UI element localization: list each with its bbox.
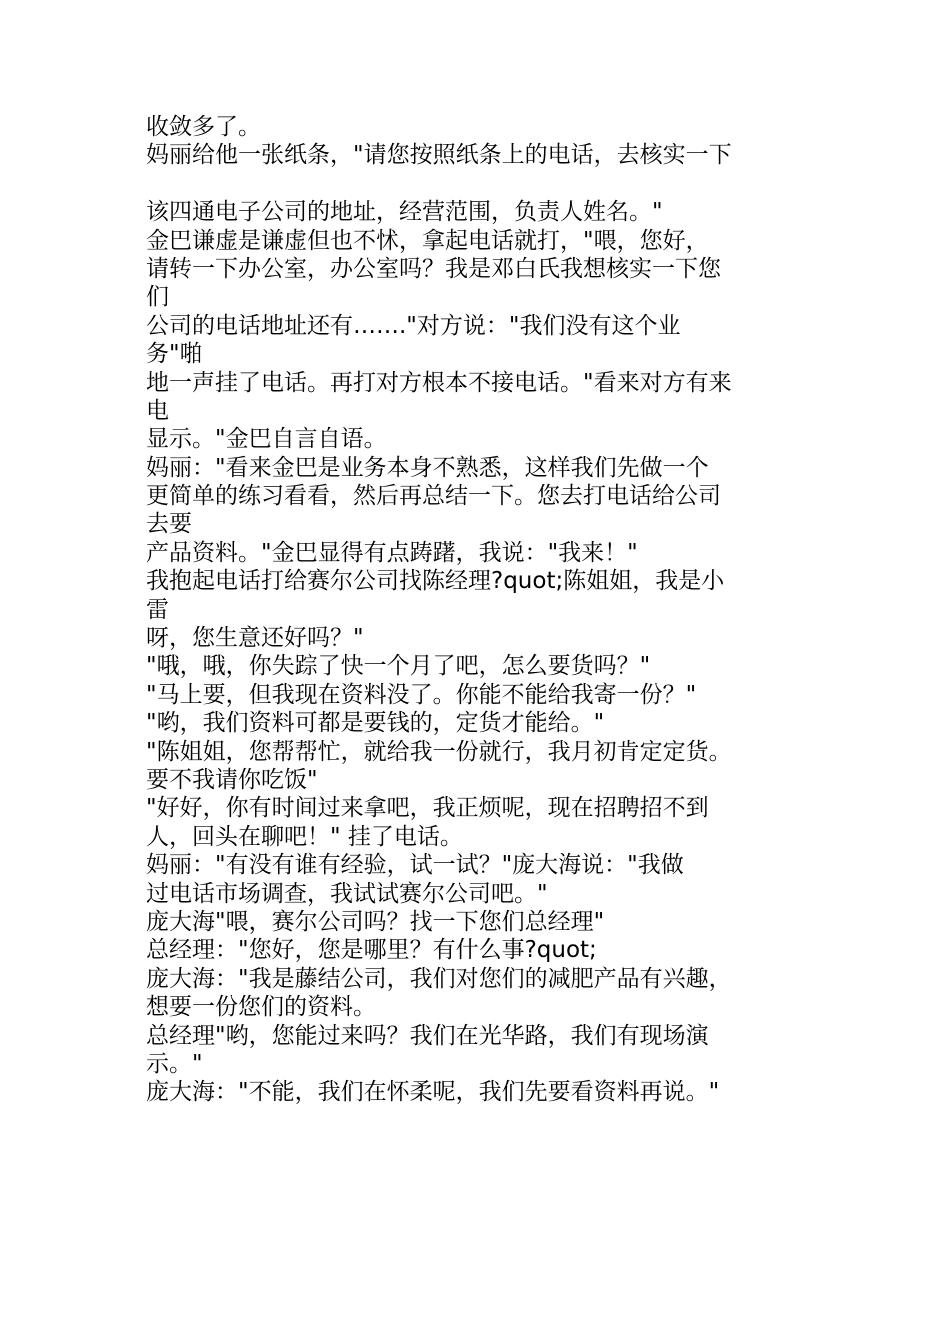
text-line: 呀，您生意还好吗？" <box>146 625 364 652</box>
text-line: 妈丽："有没有谁有经验，试一试？"庞大海说："我做 <box>146 852 684 879</box>
text-line: 务"啪 <box>146 341 203 368</box>
text-line: 我抱起电话打给赛尔公司找陈经理?quot;陈姐姐，我是小 <box>146 568 725 595</box>
text-line: 显示。"金巴自言自语。 <box>146 426 387 453</box>
text-line: "好好，你有时间过来拿吧，我正烦呢，现在招聘招不到 <box>146 795 709 822</box>
text-line: 去要 <box>146 511 192 538</box>
text-line: 庞大海"喂，赛尔公司吗？找一下您们总经理" <box>146 908 605 935</box>
text-line: 更简单的练习看看，然后再总结一下。您去打电话给公司 <box>146 483 721 510</box>
text-line: 请转一下办公室，办公室吗？我是邓白氏我想核实一下您 <box>146 255 721 282</box>
text-line: "马上要，但我现在资料没了。你能不能给我寄一份？" <box>146 681 697 708</box>
text-line: 要不我请你吃饭" <box>146 766 318 793</box>
text-line: 示。" <box>146 1050 203 1077</box>
text-line: "哦，哦，你失踪了快一个月了吧，怎么要货吗？" <box>146 653 651 680</box>
text-line: 公司的电话地址还有……."对方说："我们没有这个业 <box>146 312 681 339</box>
text-line-blank <box>146 170 816 198</box>
text-line: 该四通电子公司的地址，经营范围，负责人姓名。" <box>146 199 663 226</box>
text-line: 电 <box>146 397 169 424</box>
text-line: 人，回头在聊吧！" 挂了电话。 <box>146 823 463 850</box>
text-line: 妈丽给他一张纸条，"请您按照纸条上的电话，去核实一下 <box>146 142 732 169</box>
text-line: 地一声挂了电话。再打对方根本不接电话。"看来对方有来 <box>146 369 732 396</box>
text-line: 庞大海："不能，我们在怀柔呢，我们先要看资料再说。" <box>146 1079 720 1106</box>
text-line: 总经理"哟，您能过来吗？我们在光华路，我们有现场演 <box>146 1022 709 1049</box>
text-line: 总经理："您好，您是哪里？有什么事?quot; <box>146 937 597 964</box>
text-line: 收敛多了。 <box>146 114 261 140</box>
text-line: 雷 <box>146 596 169 623</box>
body-text <box>146 113 816 1107</box>
text-line: 过电话市场调查，我试试赛尔公司吧。" <box>146 880 548 907</box>
text-line: 们 <box>146 284 169 311</box>
text-line: 庞大海："我是藤结公司，我们对您们的减肥产品有兴趣， <box>146 965 732 992</box>
text-line: 金巴谦虚是谦虚但也不怵，拿起电话就打，"喂，您好， <box>146 227 709 254</box>
text-line: 产品资料。"金巴显得有点踌躇，我说："我来！" <box>146 539 638 566</box>
text-line: "哟，我们资料可都是要钱的，定货才能给。" <box>146 710 605 737</box>
text-line: 想要一份您们的资料。 <box>146 994 376 1021</box>
text-line: "陈姐姐，您帮帮忙，就给我一份就行，我月初肯定定货。 <box>146 738 732 765</box>
text-line: 妈丽："看来金巴是业务本身不熟悉，这样我们先做一个 <box>146 454 709 481</box>
